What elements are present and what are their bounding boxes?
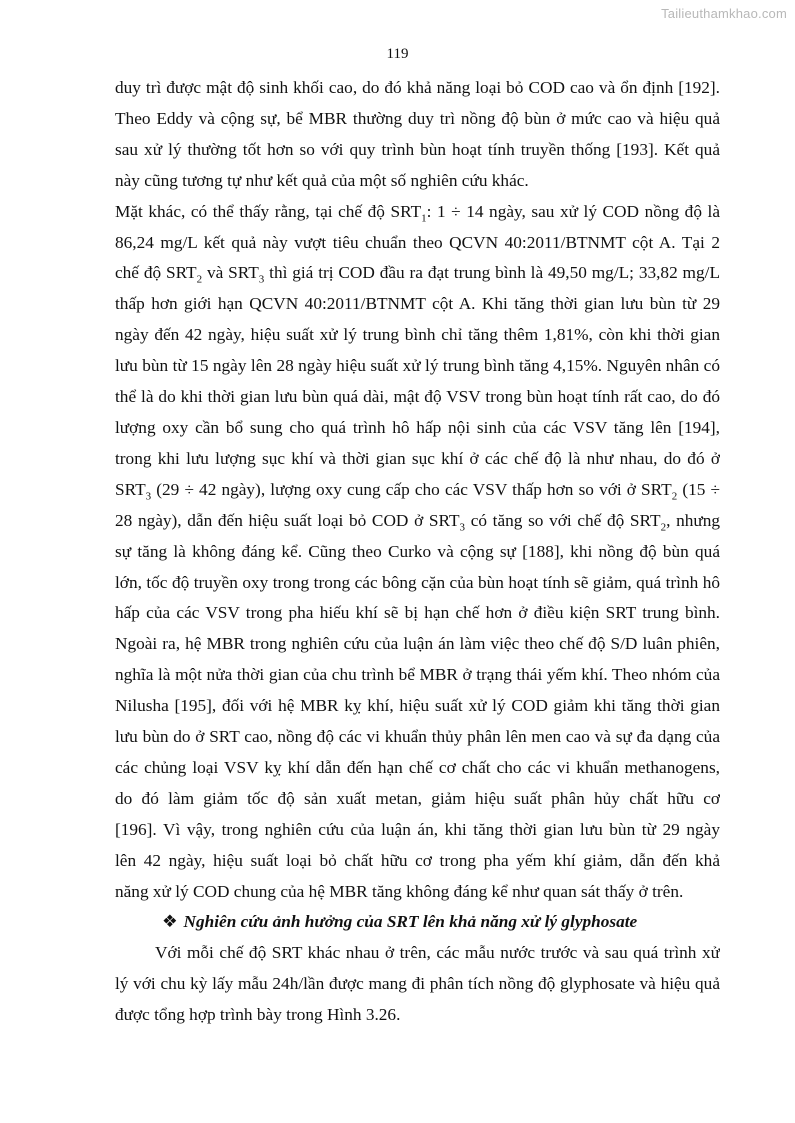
text-line: nghĩa là một nửa thời gian của chu trình bể MBR ở trạng thái yếm khí. Theo nhóm của — [115, 665, 720, 685]
text-line: được tổng hợp trình bày trong Hình 3.26. — [115, 1005, 401, 1025]
paragraph-1 — [115, 73, 720, 197]
text-line: lưu bùn do ở SRT cao, nồng độ các vi khuẩn thủy phân lên men cao và sự đa dạng của — [115, 727, 720, 747]
text-line: ngày đến 42 ngày, hiệu suất xử lý trung bình chỉ tăng thêm 1,81%, còn khi thời gian — [115, 325, 720, 345]
text-line: sự tăng là không đáng kể. Cũng theo Curko và cộng sự [188], khi nồng độ bùn quá — [115, 541, 720, 561]
text-line: 28 ngày), dẫn đến hiệu suất loại bỏ COD ở $SRT_3$ có tăng so với chế độ $SRT_2$, nhưng — [115, 510, 720, 534]
section-heading — [115, 907, 720, 938]
text-line: do đó làm giảm tốc độ sản xuất metan, giảm hiệu suất phân hủy chất hữu cơ — [115, 788, 720, 808]
text-line: 86,24 mg/L kết quả này vượt tiêu chuẩn theo QCVN 40:2011/BTNMT cột A. Tại 2 — [115, 232, 720, 252]
text-line: lý với chu kỳ lấy mẫu 24h/lần được mang đi phân tích nồng độ glyphosate và hiệu quả — [115, 974, 720, 994]
text-line: Ngoài ra, hệ MBR trong nghiên cứu của luận án làm việc theo chế độ S/D luân phiên, — [115, 634, 720, 654]
diamond-bullet-icon: ❖ — [162, 912, 178, 932]
text-line: các chủng loại VSV kỵ khí dẫn đến hạn chế cơ chất cho các vi khuẩn methanogens, — [115, 757, 720, 777]
text-line: duy trì được mật độ sinh khối cao, do đó khả năng loại bỏ COD cao và ổn định [192]. — [115, 78, 720, 97]
text-line: thấp hơn giới hạn QCVN 40:2011/BTNMT cột A. Khi tăng thời gian lưu bùn từ 29 — [115, 294, 720, 314]
text-line: lượng oxy cần bổ sung cho quá trình hô hấp nội sinh của các VSV tăng lên [194], — [115, 417, 720, 437]
watermark: Tailieuthamkhao.com — [661, 6, 787, 21]
text-line: lên 42 ngày, hiệu suất loại bỏ chất hữu cơ trong pha yếm khí giảm, dẫn đến khả — [115, 850, 720, 870]
text-line: [196]. Vì vậy, trong nghiên cứu của luận án, khi tăng thời gian lưu bùn từ 29 ngày — [115, 819, 720, 839]
text-line: Mặt khác, có thể thấy rằng, tại chế độ $SRT_1$: 1 ÷ 14 ngày, sau xử lý COD nồng độ là — [115, 201, 720, 225]
text-line: lưu bùn từ 15 ngày lên 28 ngày hiệu suất xử lý trung bình tăng 4,15%. Nguyên nhân có — [115, 356, 720, 376]
page-number: 119 — [386, 46, 409, 62]
paragraph-2 — [115, 197, 720, 908]
text-line: thể là do khi thời gian lưu bùn quá dài, mật độ VSV trong bùn hoạt tính rất cao, do đó — [115, 387, 720, 407]
text-line: Theo Eddy và cộng sự, bể MBR thường duy trì nồng độ bùn ở mức cao và hiệu quả — [115, 108, 720, 128]
text-line: Với mỗi chế độ SRT khác nhau ở trên, các mẫu nước trước và sau quá trình xử — [155, 943, 720, 963]
text-line: này cũng tương tự như kết quả của một số nghiên cứu khác. — [115, 170, 529, 190]
text-line: Nilusha [195], đối với hệ MBR kỵ khí, hiệu suất xử lý COD giảm khi tăng thời gian — [115, 696, 720, 716]
section-heading-text: Nghiên cứu ảnh hưởng của SRT lên khả năng xử lý glyphosate — [183, 912, 638, 932]
text-line: chế độ $SRT_2$ và $SRT_3$ thì giá trị COD đầu ra đạt trung bình là 49,50 mg/L; 33,82 mg/L — [115, 263, 720, 286]
text-line: trong khi lưu lượng sục khí và thời gian sục khí ở các chế độ là như nhau, do đó ở — [115, 448, 720, 468]
page-body — [115, 73, 720, 1031]
text-line: năng xử lý COD chung của hệ MBR tăng không đáng kể như quan sát thấy ở trên. — [115, 881, 684, 901]
text-line: hấp của các VSV trong pha hiếu khí sẽ bị hạn chế hơn ở điều kiện SRT trung bình. — [115, 603, 720, 623]
text-line: lớn, tốc độ truyền oxy trong trong các bông cặn của bùn hoạt tính sẽ giảm, quá trình hô — [115, 572, 720, 592]
text-line: sau xử lý thường tốt hơn so với quy trình bùn hoạt tính truyền thống [193]. Kết quả — [115, 139, 720, 159]
text-line: $SRT_3$ (29 ÷ 42 ngày), lượng oxy cung cấp cho các VSV thấp hơn so với ở $SRT_2$ (15 ÷ — [115, 479, 720, 503]
paragraph-3 — [115, 938, 720, 1031]
